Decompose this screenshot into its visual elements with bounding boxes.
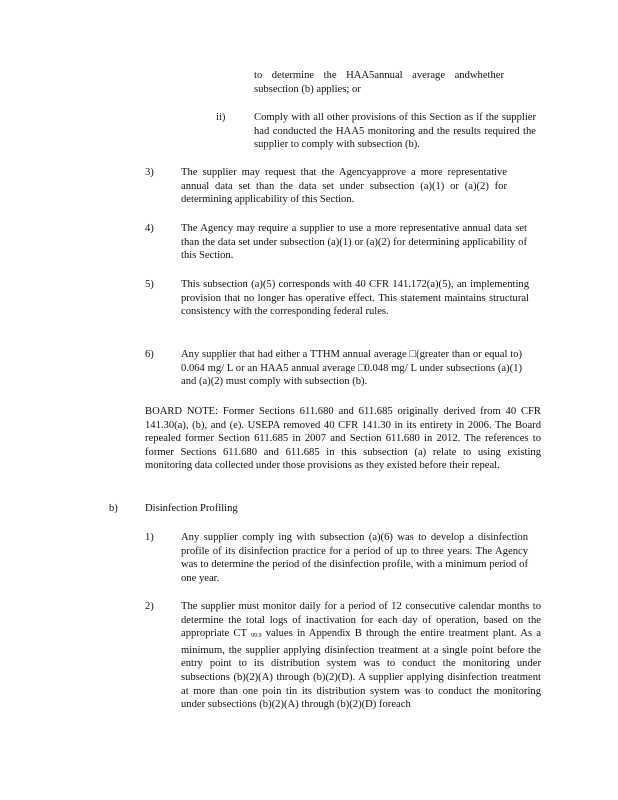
ct-subscript: 99.9 xyxy=(250,633,262,640)
item-b2-label: 2) xyxy=(145,601,154,612)
item-6-label: 6) xyxy=(145,349,154,360)
item-3-text: The supplier may request that the Agencyapprove a more representative annual data set than the data set under subsection (a)(1) or (a)(2) for determining applicability of this Section. xyxy=(181,167,507,206)
item-4-text: The Agency may require a supplier to use a more representative annual data set than the data set under subsection (a)(1) or (a)(2) for determining applicability of this Section. xyxy=(181,223,527,262)
item-5-label: 5) xyxy=(145,279,154,290)
item-i-continuation: to determine the HAA5annual average andwhether subsection (b) applies; or xyxy=(254,70,504,95)
item-b1-label: 1) xyxy=(145,532,154,543)
item-b2-text-before: The supplier must monitor daily for a period of 12 consecutive calendar months to determine the total logs of inactivation for each day of operation, based on the appropriate CT xyxy=(181,601,541,640)
item-b2-text-after: values in Appendix B through the entire treatment plant. As a minimum, the supplier applying disinfection treatment at a single point before the entry point to its distribution system was to conduct the monitoring under subsections (b)(2)(A) through (b)(2)(D). A supplier applying disinfection treatment at more than one poin tin its distribution system was to conduct the monitoring under subsections (b)(2)(A) through (b)(2)(D) foreach xyxy=(181,628,541,711)
item-5-text: This subsection (a)(5) corresponds with 40 CFR 141.172(a)(5), an implementing provision that no longer has operative effect. This statement maintains structural consistency with the corresponding federal rules. xyxy=(181,279,529,318)
item-4-label: 4) xyxy=(145,223,154,234)
section-b-title: Disinfection Profiling xyxy=(145,503,238,514)
section-b-label: b) xyxy=(109,503,118,514)
item-b1-text: Any supplier comply ing with subsection (a)(6) was to develop a disinfection profile of its disinfection practice for a period of up to three years. The Agency was to determine the period of the disinfection profile, with a minimum period of one year. xyxy=(181,532,528,584)
item-ii-text: Comply with all other provisions of this Section as if the supplier had conducted the HAA5 monitoring and the results required the supplier to comply with subsection (b). xyxy=(254,112,536,151)
item-6-text: Any supplier that had either a TTHM annual average □(greater than or equal to) 0.064 mg/ L or an HAA5 annual average □0.048 mg/ L under subsections (a)(1) and (a)(2) must comply with subsection (b). xyxy=(181,349,522,388)
item-3-label: 3) xyxy=(145,167,154,178)
item-b2-text xyxy=(181,600,541,712)
item-ii-label: ii) xyxy=(216,112,226,123)
board-note: BOARD NOTE: Former Sections 611.680 and 611.685 originally derived from 40 CFR 141.30(a), (b), and (e). USEPA removed 40 CFR 141.30 in its entirety in 2006. The Board repealed former Section 611.685 in 2007 and Section 611.680 in 2012. The references to former Sections 611.680 and 611.685 in this subsection (a) relate to using existing monitoring data collected under those provisions as they existed before their repeal. xyxy=(145,406,541,472)
